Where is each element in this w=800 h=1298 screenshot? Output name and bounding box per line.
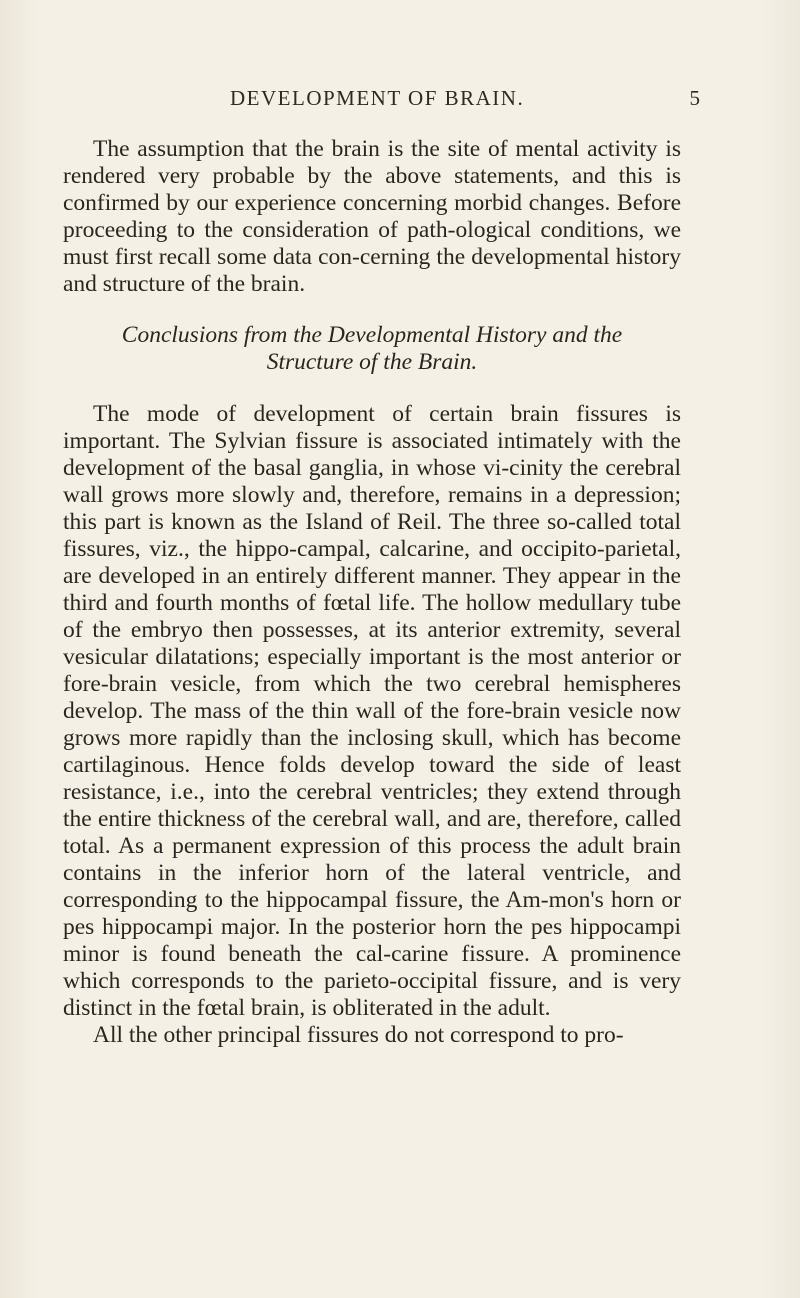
section-heading [63, 322, 681, 376]
paragraph-intro: The assumption that the brain is the site of mental activity is rendered very probable by the above statements, and this is confirmed by our experience concerning morbid changes. Before proceeding to the consideration of path-ological conditions, we must first recall some data con-cerning the developmental history and structure of the brain. [63, 136, 681, 297]
running-head: DEVELOPMENT OF BRAIN. [230, 86, 525, 110]
paragraph-continuation: All the other principal fissures do not correspond to pro- [93, 1022, 624, 1048]
section-heading-line-1: Conclusions from the Developmental History and the [121, 322, 623, 348]
page-number: 5 [689, 86, 700, 110]
page-header [90, 86, 710, 116]
section-heading-line-2: Structure of the Brain. [266, 349, 478, 375]
body-text [63, 136, 681, 1049]
paragraph-fissures: The mode of development of certain brain fissures is important. The Sylvian fissure is associated intimately with the development of the basal ganglia, in whose vi-cinity the cerebral wall grows more slowly and, therefore, remains in a depression; this part is known as the Island of Reil. The three so-called total fissures, viz., the hippo-campal, calcarine, and occipito-parietal, are developed in an entirely different manner. They appear in the third and fourth months of fœtal life. The hollow medullary tube of the embryo then possesses, at its anterior extremity, several vesicular dilatations; especially important is the most anterior or fore-brain vesicle, from which the two cerebral hemispheres develop. The mass of the thin wall of the fore-brain vesicle now grows more rapidly than the inclosing skull, which has become cartilaginous. Hence folds develop toward the side of least resistance, i.e., into the cerebral ventricles; they extend through the entire thickness of the cerebral wall, and are, therefore, called total. As a permanent expression of this process the adult brain contains in the inferior horn of the lateral ventricle, and corresponding to the hippocampal fissure, the Am-mon's horn or pes hippocampi major. In the posterior horn the pes hippocampi minor is found beneath the cal-carine fissure. A prominence which corresponds to the parieto-occipital fissure, and is very distinct in the fœtal brain, is obliterated in the adult. [63, 401, 681, 1021]
